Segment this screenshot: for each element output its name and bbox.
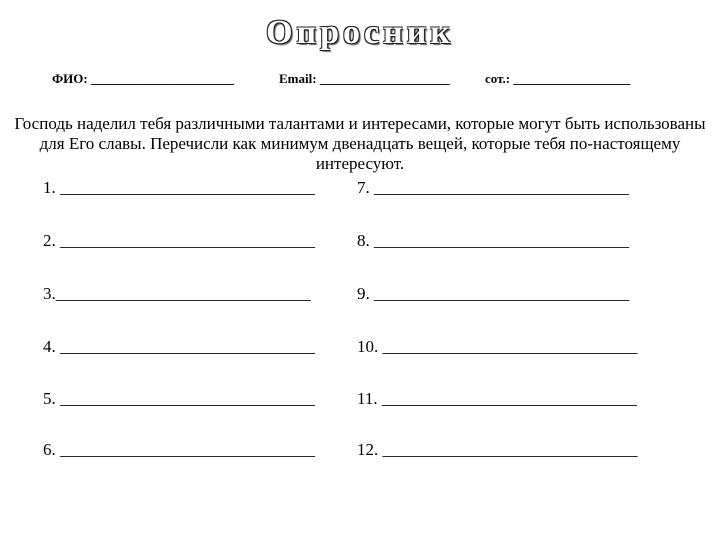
page-title: Опросник: [266, 14, 454, 51]
list-item-2: 2. ______________________________: [43, 231, 315, 250]
list-item-9: 9. ______________________________: [357, 284, 629, 303]
list-item-5: 5. ______________________________: [43, 389, 315, 408]
list-item-7: 7. ______________________________: [357, 178, 629, 197]
email-field: Email: ____________________: [279, 71, 450, 86]
list-item-8: 8. ______________________________: [357, 231, 629, 250]
list-item-4: 4. ______________________________: [43, 337, 315, 356]
list-item-12: 12. ______________________________: [357, 440, 638, 459]
list-item-6: 6. ______________________________: [43, 440, 315, 459]
list-item-10: 10. ______________________________: [357, 337, 638, 356]
intro-paragraph: Господь наделил тебя различными талантами и интересами, которые могут быть использованы для Его славы. Перечисли как минимум двенадцать вещей, которые тебя по-настоящему интересуют.: [14, 114, 706, 173]
list-item-11: 11. ______________________________: [357, 389, 637, 408]
list-item-3: 3.______________________________: [43, 284, 311, 303]
name-field: ФИО: ______________________: [52, 71, 234, 86]
phone-field: сот.: __________________: [485, 71, 631, 86]
list-item-1: 1. ______________________________: [43, 178, 315, 197]
header-fields: [52, 71, 682, 91]
